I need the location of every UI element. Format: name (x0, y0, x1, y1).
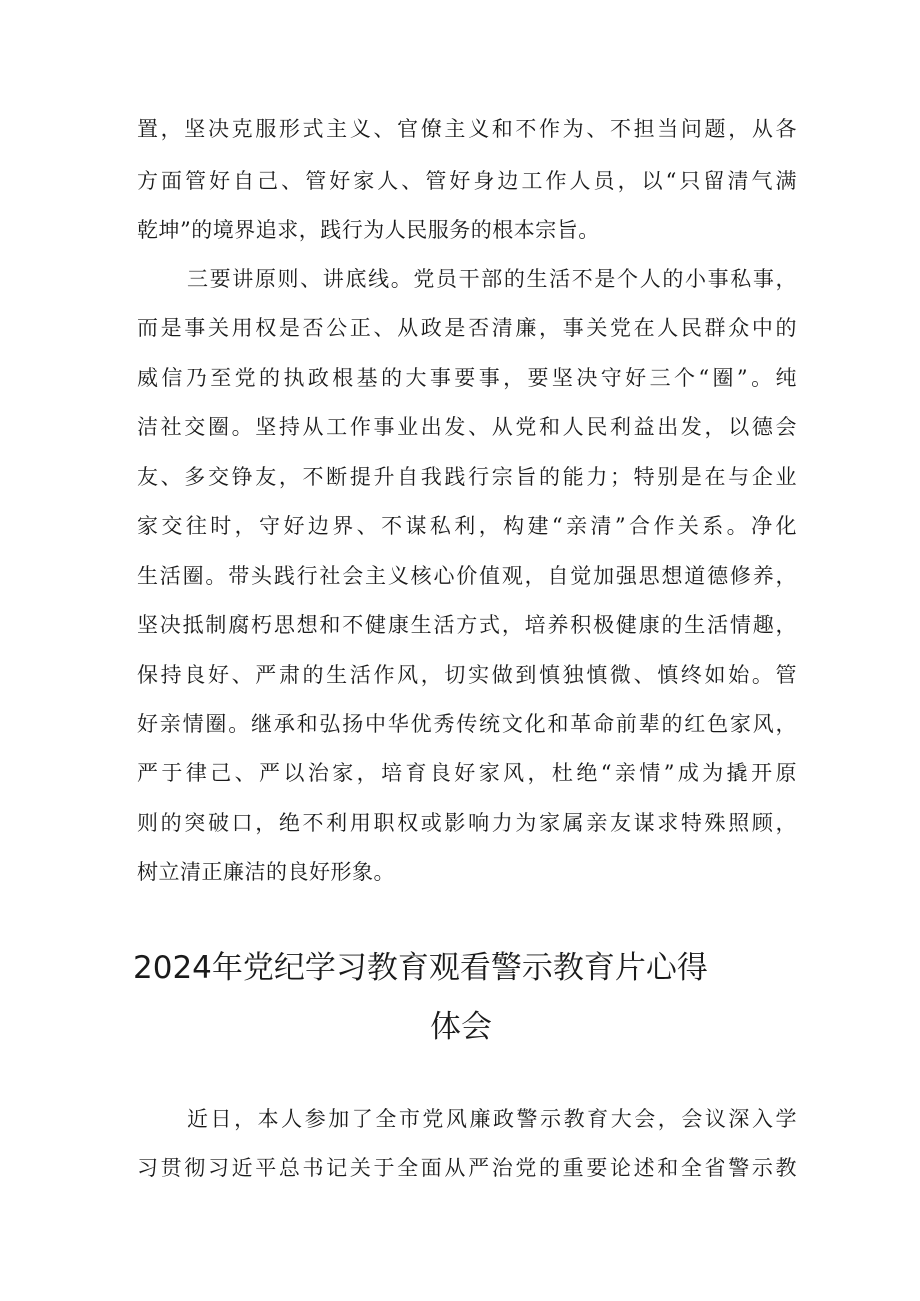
paragraph-principles-line-5: 友、多交铮友，不断提升自我践行宗旨的能力；特别是在与企业 (137, 465, 797, 489)
paragraph-top-line-3: 乾坤”的境界追求，践行为人民服务的根本宗旨。 (137, 218, 600, 242)
paragraph-principles-line-10: 好亲情圈。继承和弘扬中华优秀传统文化和革命前辈的红色家风， (137, 712, 797, 736)
paragraph-principles-line-8: 坚决抵制腐朽思想和不健康生活方式，培养积极健康的生活情趣， (137, 613, 797, 637)
paragraph-principles-line-13: 树立清正廉洁的良好形象。 (137, 860, 395, 884)
paragraph-principles-line-6: 家交往时，守好边界、不谋私利，构建“亲清”合作关系。净化 (137, 514, 797, 538)
paragraph-top-line-1: 置，坚决克服形式主义、官僚主义和不作为、不担当问题，从各 (137, 117, 797, 141)
paragraph-principles-line-3: 威信乃至党的执政根基的大事要事，要坚决守好三个“圈”。纯 (137, 366, 797, 390)
paragraph-principles-line-12: 则的突破口，绝不利用职权或影响力为家属亲友谋求特殊照顾， (137, 811, 797, 835)
paragraph-intro-line-2: 习贯彻习近平总书记关于全面从严治党的重要论述和全省警示教 (137, 1156, 797, 1180)
article-title-line-2: 体会 (430, 1009, 492, 1045)
article-title-line-1: 2024年党纪学习教育观看警示教育片心得 (133, 950, 708, 986)
paragraph-principles-line-1: 三要讲原则、讲底线。党员干部的生活不是个人的小事私事， (187, 267, 797, 291)
paragraph-top-line-2: 方面管好自己、管好家人、管好身边工作人员，以“只留清气满 (137, 169, 797, 193)
paragraph-intro-line-1: 近日，本人参加了全市党风廉政警示教育大会，会议深入学 (187, 1107, 797, 1131)
paragraph-principles-line-7: 生活圈。带头践行社会主义核心价值观，自觉加强思想道德修养， (137, 564, 797, 588)
paragraph-principles-line-11: 严于律己、严以治家，培育良好家风，杜绝“亲情”成为撬开原 (137, 761, 797, 785)
paragraph-principles-line-2: 而是事关用权是否公正、从政是否清廉，事关党在人民群众中的 (137, 316, 797, 340)
paragraph-principles-line-4: 洁社交圈。坚持从工作事业出发、从党和人民利益出发，以德会 (137, 415, 797, 439)
paragraph-principles-line-9: 保持良好、严肃的生活作风，切实做到慎独慎微、慎终如始。管 (137, 663, 797, 687)
